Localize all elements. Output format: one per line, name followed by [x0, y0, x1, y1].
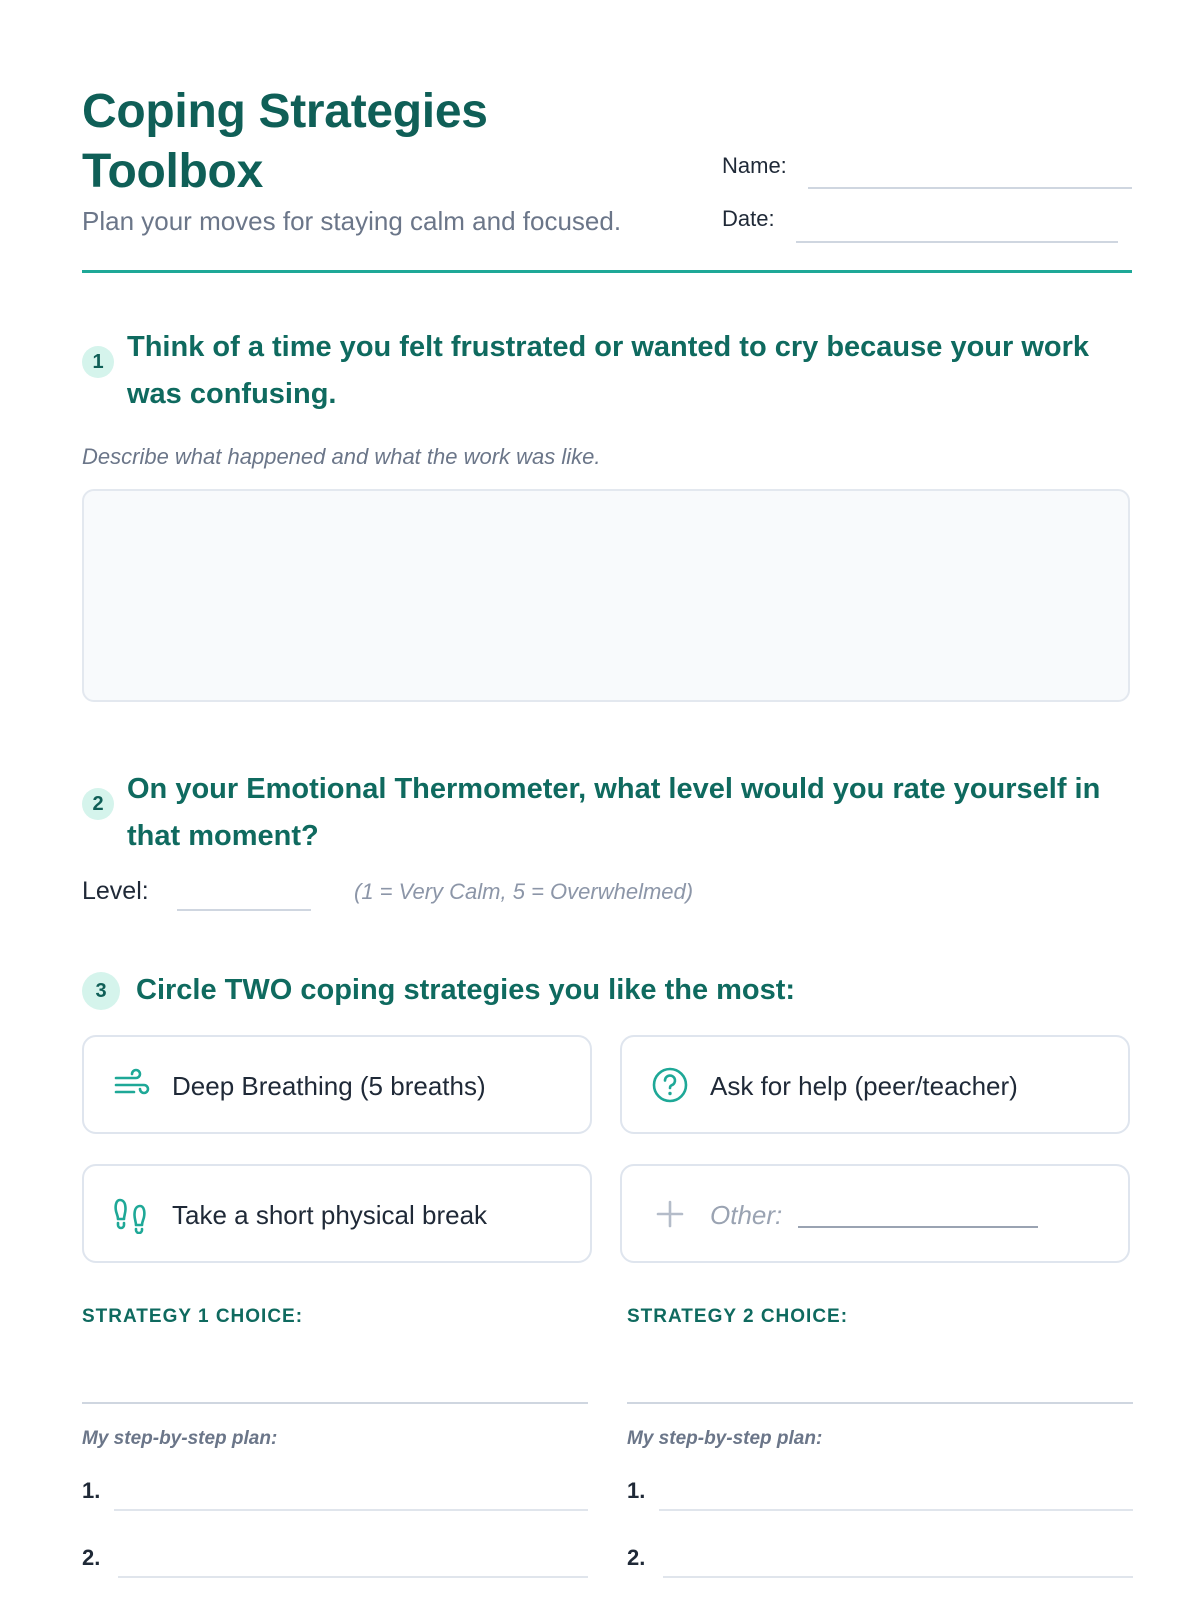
strategy-2-choice-field[interactable]: [627, 1402, 1133, 1404]
question-circle-icon: [650, 1065, 690, 1105]
strategy-label-other: Other:: [710, 1200, 783, 1230]
question-3-badge: 3: [82, 972, 120, 1010]
strategy-2-step-number: 2.: [627, 1545, 646, 1570]
strategy-2-step-2-field[interactable]: [663, 1576, 1133, 1578]
question-1-text: Think of a time you felt frustrated or wanted to cry because your work was confusing.: [127, 331, 1090, 410]
footprints-icon: [112, 1194, 152, 1234]
date-label: Date:: [722, 206, 775, 231]
strategy-card-deep-breathing[interactable]: [82, 1035, 592, 1134]
strategy-2-step-number: 1.: [627, 1478, 646, 1503]
level-field[interactable]: [177, 909, 311, 911]
strategy-1-step-number: 2.: [82, 1545, 101, 1570]
name-label: Name:: [722, 153, 787, 178]
page-subtitle: Plan your moves for staying calm and focused.: [82, 206, 622, 236]
other-strategy-field[interactable]: [798, 1226, 1038, 1228]
strategy-1-step-2-field[interactable]: [118, 1576, 588, 1578]
strategy-2-choice-label: STRATEGY 2 CHOICE:: [627, 1306, 849, 1327]
question-2-text: On your Emotional Thermometer, what level would you rate yourself in that moment?: [127, 773, 1101, 852]
strategy-label: Deep Breathing (5 breaths): [172, 1071, 486, 1101]
question-1-badge: 1: [82, 346, 114, 378]
header-divider: [82, 270, 1132, 273]
strategy-2-plan-label: My step-by-step plan:: [627, 1428, 823, 1449]
strategy-1-choice-label: STRATEGY 1 CHOICE:: [82, 1306, 304, 1327]
question-1-hint: Describe what happened and what the work was like.: [82, 444, 601, 469]
strategy-1-step-1-field[interactable]: [114, 1509, 588, 1511]
wind-icon: [112, 1065, 152, 1105]
page-title: Coping Strategies Toolbox: [82, 85, 488, 198]
date-field[interactable]: [796, 241, 1118, 243]
question-1-answer-box[interactable]: [82, 489, 1130, 702]
worksheet-page: [82, 0, 1132, 1600]
question-2-badge: 2: [82, 788, 114, 820]
strategy-1-plan-label: My step-by-step plan:: [82, 1428, 278, 1449]
strategy-card-other[interactable]: [620, 1164, 1130, 1263]
strategy-card-physical-break[interactable]: [82, 1164, 592, 1263]
strategy-1-step-number: 1.: [82, 1478, 101, 1503]
strategy-1-choice-field[interactable]: [82, 1402, 588, 1404]
level-label: Level:: [82, 877, 149, 905]
name-field[interactable]: [808, 187, 1132, 189]
strategy-card-ask-for-help[interactable]: [620, 1035, 1130, 1134]
strategy-2-step-1-field[interactable]: [659, 1509, 1133, 1511]
strategy-label: Take a short physical break: [172, 1200, 488, 1230]
level-scale-hint: (1 = Very Calm, 5 = Overwhelmed): [354, 879, 694, 904]
plus-icon: [650, 1194, 690, 1234]
question-3-text: Circle TWO coping strategies you like the most:: [136, 974, 796, 1006]
strategy-label: Ask for help (peer/teacher): [710, 1071, 1018, 1101]
